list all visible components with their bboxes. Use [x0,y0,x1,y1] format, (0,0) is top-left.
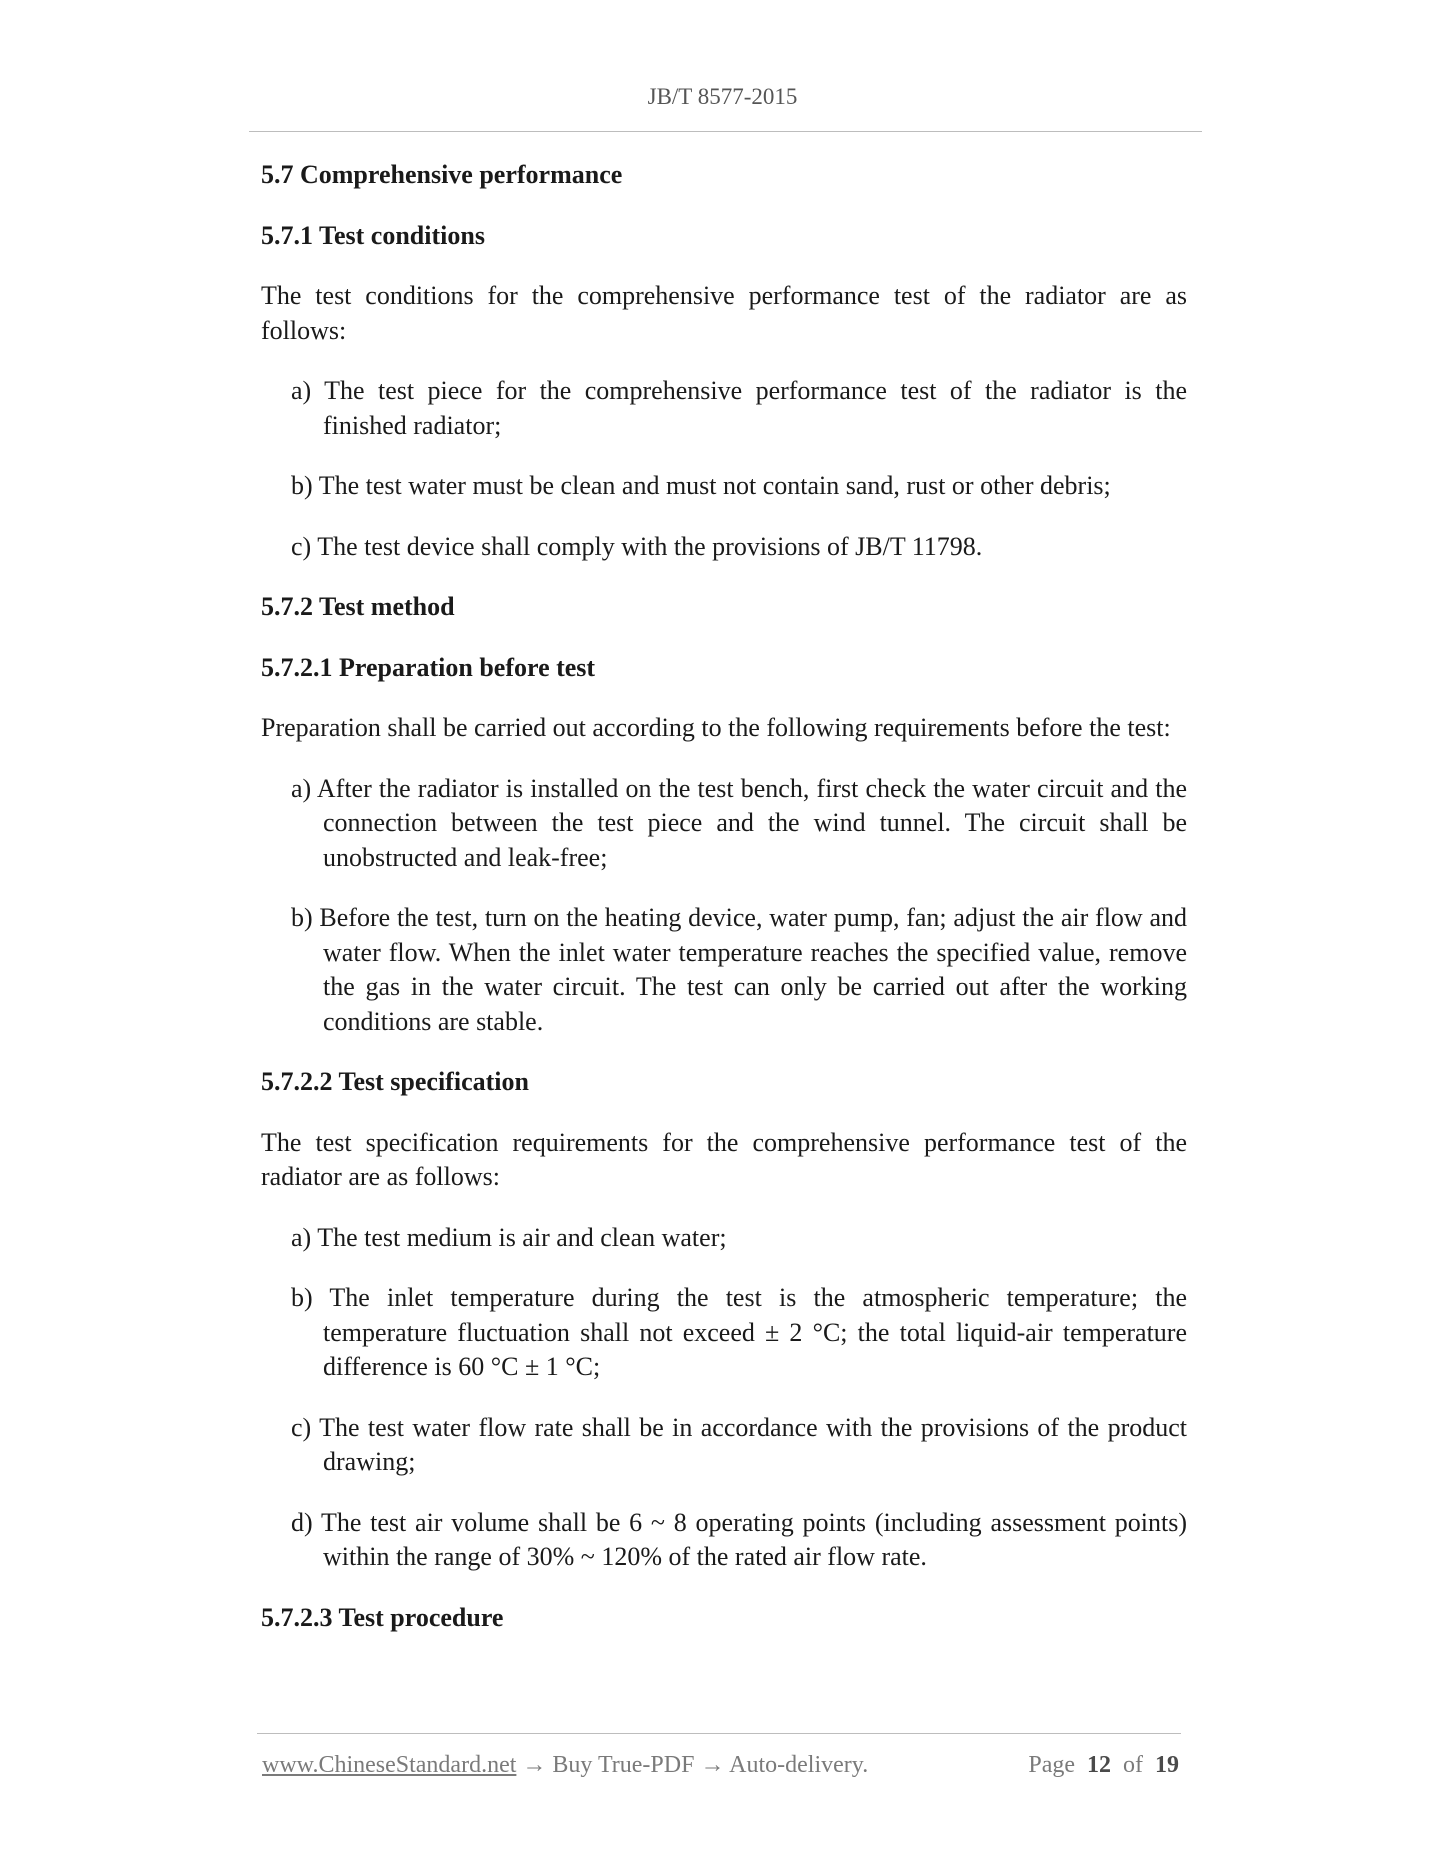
preparation-list [261,772,1187,1040]
auto-delivery-text: Auto-delivery. [729,1752,869,1778]
buy-pdf-link[interactable]: Buy True-PDF [552,1752,695,1778]
section-heading-5-7-2-2: 5.7.2.2 Test specification [261,1067,529,1096]
list-item: a) The test medium is air and clean water; [291,1222,727,1252]
footer-divider [257,1733,1181,1734]
section-heading-5-7-2: 5.7.2 Test method [261,592,455,621]
paragraph-test-conditions: The test conditions for the comprehensive performance test of the radiator are as follows: [261,281,1187,345]
section-heading-5-7-2-1: 5.7.2.1 Preparation before test [261,652,596,682]
section-heading-5-7-1: 5.7.1 Test conditions [261,220,485,250]
paragraph-specification: The test specification requirements for the comprehensive performance test of the radiator are as follows: [261,1127,1187,1191]
document-header-title: JB/T 8577-2015 [647,84,798,109]
list-item: c) The test device shall comply with the provisions of JB/T 11798. [291,531,983,561]
page-current: 12 [1087,1752,1111,1778]
page-of-label: of [1123,1752,1143,1778]
section-heading-5-7-2-3: 5.7.2.3 Test procedure [261,1602,504,1632]
paragraph-preparation: Preparation shall be carried out according to the following requirements before the test: [261,713,1171,742]
page-total: 19 [1155,1752,1179,1778]
arrow-right-icon: → [700,1752,725,1778]
list-item: b) The test water must be clean and must not contain sand, rust or other debris; [291,471,1111,500]
list-item: a) After the radiator is installed on the test bench, first check the water circuit and the connection between the test piece and the wind tunnel. The circuit shall be unobstructed and leak-free; [291,773,1187,872]
list-item: d) The test air volume shall be 6 ~ 8 operating points (including assessment points) within the range of 30% ~ 120% of the rated air flow rate. [291,1507,1187,1571]
list-item: b) Before the test, turn on the heating device, water pump, fan; adjust the air flow and water flow. When the inlet water temperature reaches the specified value, remove the gas in the water circuit. The test can only be carried out after the working conditions are stable. [291,903,1187,1036]
test-conditions-list [261,374,1187,564]
site-link[interactable]: www.ChineseStandard.net [262,1752,517,1778]
header-divider [249,131,1202,132]
list-item: a) The test piece for the comprehensive performance test of the radiator is the finished radiator; [291,376,1187,440]
list-item: b) The inlet temperature during the test is the atmospheric temperature; the temperature fluctuation shall not exceed ± 2 °C; the total liquid-air temperature difference is 60 °C ± 1 °C; [291,1283,1187,1381]
list-item: c) The test water flow rate shall be in accordance with the provisions of the product drawing; [291,1412,1187,1476]
footer-links [262,1752,868,1779]
document-body [261,158,1187,1661]
specification-list [261,1221,1187,1575]
page-label: Page [1028,1752,1075,1778]
arrow-right-icon: → [522,1752,547,1778]
section-heading-5-7: 5.7 Comprehensive performance [261,160,623,189]
page-indicator [1028,1752,1179,1779]
